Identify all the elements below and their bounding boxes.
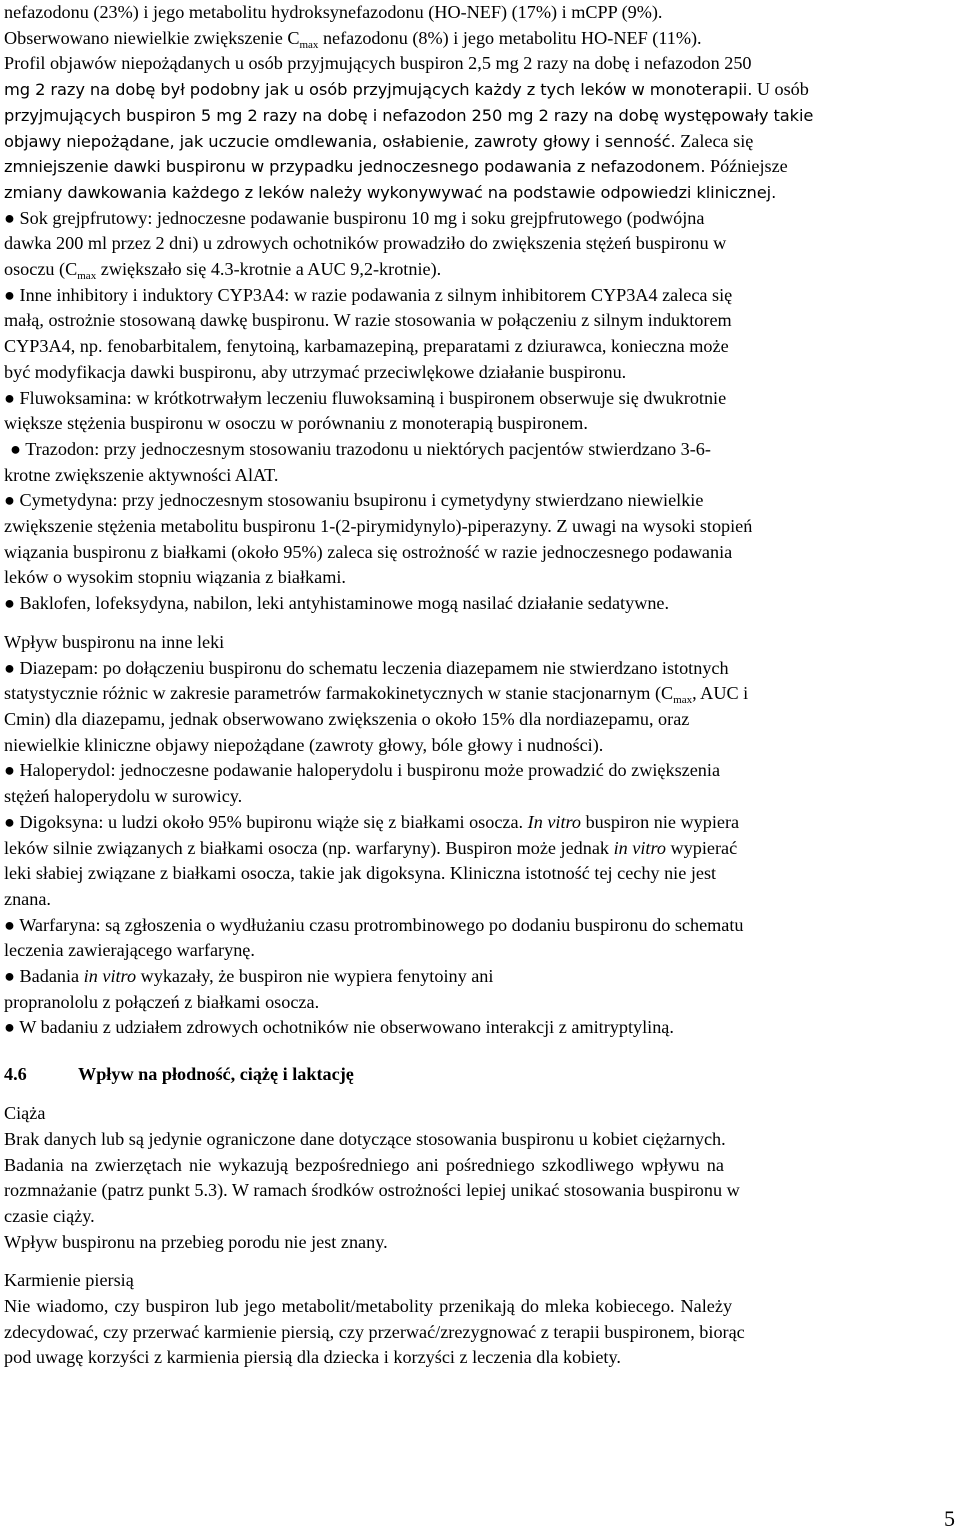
text-line: ● Inne inhibitory i induktory CYP3A4: w razie podawania z silnym inhibitorem CYP3A4 zaleca się — [4, 284, 733, 305]
text-line: czasie ciąży. — [4, 1205, 95, 1226]
text-line: ● Diazepam: po dołączeniu buspironu do schematu leczenia diazepamem nie stwierdzano istotnych — [4, 657, 729, 678]
text-line: leków o wysokim stopniu wiązania z białkami. — [4, 567, 346, 588]
text-line: ● Badania in vitro wykazały, że buspiron nie wypiera fenytoiny ani — [4, 966, 494, 987]
section-number: 4.6 — [4, 1064, 27, 1085]
paragraph-haloperidol — [4, 758, 956, 809]
text-line: leczenia zawierającego warfarynę. — [4, 940, 255, 961]
text-line: małą, ostrożnie stosowaną dawkę buspironu. W razie stosowania w połączeniu z silnym induktorem — [4, 310, 732, 331]
subheading-other-drugs — [4, 630, 956, 656]
paragraph-diazepam — [4, 656, 956, 759]
text-line: objawy niepożądane, jak uczucie omdlewania, osłabienie, zawroty głowy i senność. Zaleca się — [4, 130, 754, 151]
paragraph-in-vitro — [4, 964, 956, 1015]
text-line: osoczu ($C_{max}$ zwiększało się 4.3-krotnie a AUC 9,2-krotnie). — [4, 259, 442, 283]
text-line: Brak danych lub są jedynie ograniczone dane dotyczące stosowania buspironu u kobiet ciężarnych. — [4, 1128, 726, 1149]
paragraph-digoxin — [4, 810, 956, 913]
text-line: znana. — [4, 888, 51, 909]
text-line: wiązania buspironu z białkami (około 95%) zaleca się ostrożność w razie jednoczesnego podawania — [4, 541, 733, 562]
text-line: pod uwagę korzyści z karmienia piersią dla dziecka i korzyści z leczenia dla kobiety. — [4, 1347, 621, 1368]
text-line: ● Digoksyna: u ludzi około 95% bupironu wiąże się z białkami osocza. In vitro buspiron nie wypiera — [4, 811, 740, 832]
text-line: Profil objawów niepożądanych u osób przyjmujących buspiron 2,5 mg 2 razy na dobę i nefazodon 250 — [4, 53, 752, 74]
paragraph-breastfeeding — [4, 1268, 956, 1371]
text-line: ● W badaniu z udziałem zdrowych ochotników nie obserwowano interakcji z amitryptyliną. — [4, 1017, 674, 1038]
text-line: Nie wiadomo, czy buspiron lub jego metabolit/metabolity przenikają do mleka kobiecego. Należy — [4, 1296, 733, 1317]
text-line: krotne zwiększenie aktywności AlAT. — [4, 464, 279, 485]
text-line: leki słabiej związane z białkami osocza, takie jak digoksyna. Kliniczna istotność tej cechy nie jest — [4, 863, 717, 884]
text-line: mg 2 razy na dobę był podobny jak u osób przyjmujących każdy z tych leków w monoterapii. U osób — [4, 79, 809, 100]
paragraph-fluvoxamine — [4, 386, 956, 437]
paragraph-cyp3a4 — [4, 283, 956, 386]
text-line: ● Cymetydyna: przy jednoczesnym stosowaniu bsupironu i cymetydyny stwierdzano niewielkie — [4, 490, 704, 511]
text-line: zdecydować, czy przerwać karmienie piersią, czy przerwać/zrezygnować z terapii buspironem, biorąc — [4, 1321, 745, 1342]
text-line: ● Baklofen, lofeksydyna, nabilon, leki antyhistaminowe mogą nasilać działanie sedatywne. — [4, 593, 670, 614]
text-line: Wpływ buspironu na przebieg porodu nie jest znany. — [4, 1231, 388, 1252]
text-line: dawka 200 ml przez 2 dni) u zdrowych ochotników prowadziło do zwiększenia stężeń buspironu w — [4, 233, 727, 254]
text-line: ● Fluwoksamina: w krótkotrwałym leczeniu fluwoksaminą i buspironem obserwuje się dwukrotnie — [4, 387, 727, 408]
text-line: zmniejszenie dawki buspironu w przypadku jednoczesnego podawania z nefazodonem. Późniejsze — [4, 156, 788, 177]
text-line: ● Trazodon: przy jednoczesnym stosowaniu trazodonu u niektórych pacjentów stwierdzano 3-6- — [10, 438, 711, 459]
document-page — [4, 0, 956, 1371]
text-line: przyjmujących buspiron 5 mg 2 razy na dobę i nefazodon 250 mg 2 razy na dobę występowały takie — [4, 105, 814, 125]
page-number: 5 — [944, 1506, 955, 1531]
text-line: zmiany dawkowania każdego z leków należy wykonywywać na podstawie odpowiedzi klinicznej. — [4, 182, 777, 202]
text-line: leków silnie związanych z białkami osocza (np. warfaryny). Buspiron może jednak in vitro wypierać — [4, 837, 738, 858]
text-line: nefazodonu (23%) i jego metabolitu hydroksynefazodonu (HO-NEF) (17%) i mCPP (9%). — [4, 2, 663, 22]
section-heading — [4, 1061, 956, 1087]
section-title: Wpływ na płodność, ciążę i laktację — [78, 1064, 354, 1085]
paragraph-amitriptyline — [4, 1015, 956, 1041]
text-line: ● Sok grejpfrutowy: jednoczesne podawanie buspironu 10 mg i soku grejpfrutowego (podwójna — [4, 207, 705, 228]
text-line: CYP3A4, np. fenobarbitalem, fenytoiną, karbamazepiną, preparatami z dziurawca, konieczna może — [4, 336, 729, 357]
paragraph-pregnancy — [4, 1101, 956, 1255]
text-line: rozmnażanie (patrz punkt 5.3). W ramach środków ostrożności lepiej unikać stosowania buspironu w — [4, 1180, 740, 1201]
text-line: ● Warfaryna: są zgłoszenia o wydłużaniu czasu protrombinowego po dodaniu buspironu do schematu — [4, 914, 744, 935]
paragraph-trazodone — [4, 437, 956, 488]
text-line: propranololu z połączeń z białkami osocza. — [4, 991, 320, 1012]
text-line: ● Haloperydol: jednoczesne podawanie haloperydolu i buspironu może prowadzić do zwiększenia — [4, 760, 721, 781]
text-line: zwiększenie stężenia metabolitu buspironu 1-(2-pirymidynylo)-piperazyny. Z uwagi na wysoki stopień — [4, 516, 753, 537]
text-line: Cmin) dla diazepamu, jednak obserwowano zwiększenia o około 15% dla nordiazepamu, oraz — [4, 708, 690, 729]
text-line: stężeń haloperydolu w surowicy. — [4, 786, 243, 807]
text-line: niewielkie kliniczne objawy niepożądane (zawroty głowy, bóle głowy i nudności). — [4, 734, 604, 755]
text-line: Obserwowano niewielkie zwiększenie $C_{max}$ nefazodonu (8%) i jego metabolitu HO-NEF (11%). — [4, 27, 702, 51]
paragraph-cimetidine — [4, 488, 956, 591]
paragraph-nefazodone — [4, 0, 956, 206]
paragraph-warfarin — [4, 913, 956, 964]
text-line: Wpływ buspironu na inne leki — [4, 631, 225, 652]
subheading-breastfeeding: Karmienie piersią — [4, 1270, 134, 1291]
text-line: statystycznie różnic w zakresie parametrów farmakokinetycznych w stanie stacjonarnym ($C_{max}$, AUC i — [4, 683, 749, 707]
paragraph-grapefruit — [4, 206, 956, 283]
paragraph-baclofen — [4, 591, 956, 617]
subheading-pregnancy: Ciąża — [4, 1103, 46, 1124]
text-line: Badania na zwierzętach nie wykazują bezpośredniego ani pośredniego szkodliwego wpływu na — [4, 1154, 724, 1175]
text-line: być modyfikacja dawki buspironu, aby utrzymać przeciwlękowe działanie buspironu. — [4, 361, 627, 382]
text-line: większe stężenia buspironu w osoczu w porównaniu z monoterapią buspironem. — [4, 413, 588, 434]
